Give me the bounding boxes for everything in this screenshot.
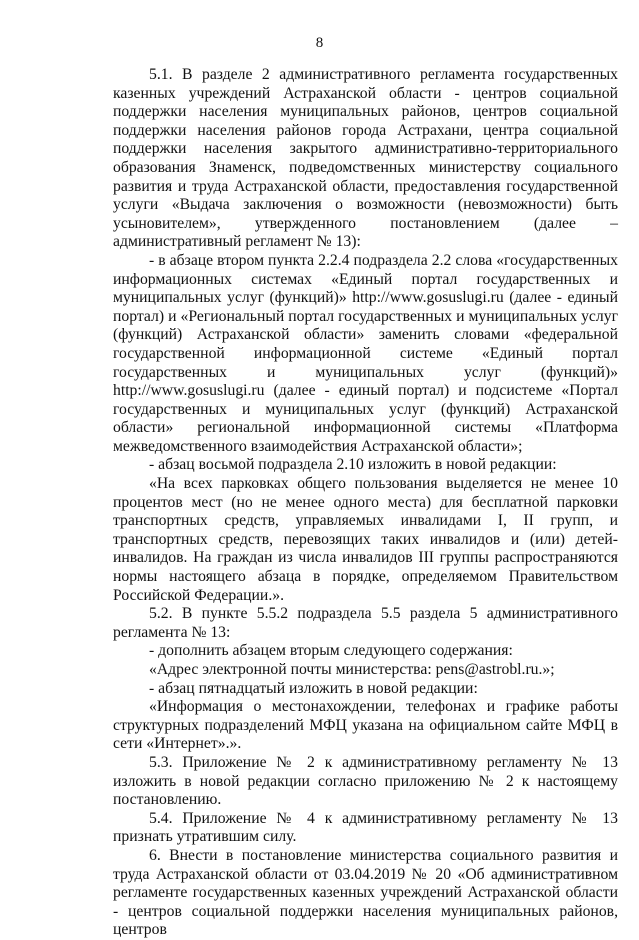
paragraph-email-quote: «Адрес электронной почты министерства: pens@astrobl.ru.»; bbox=[149, 661, 555, 678]
paragraph-parking-quote: «На всех парковках общего пользования выделяется не менее 10 процентов мест (но не менее одного места) для бесплатной парковки транспортных средств, управляемых инвалидами I, II групп, и транспортных средств, перевозящих таких инвалидов и (или) детей-инвалидов. На граждан из числа инвалидов III группы распространяются нормы настоящего абзаца в порядке, определяемом Правительством Российской Федерации.». bbox=[113, 475, 618, 604]
paragraph-5-2: 5.2. В пункте 5.5.2 подраздела 5.5 раздела 5 административного регламента № 13: bbox=[113, 605, 618, 641]
paragraph-add-second: - дополнить абзацем вторым следующего содержания: bbox=[149, 642, 513, 660]
paragraph-6: 6. Внести в постановление министерства социального развития и труда Астраханской области от 03.04.2019 № 20 «Об административном регламенте государственных казенных учреждений Астраханской области - центров социальной поддержки населения муниципальных районов, центров bbox=[113, 846, 618, 939]
paragraph-mfc-quote: «Информация о местонахождении, телефонах и графике работы структурных подразделений МФЦ указана на официальном сайте МФЦ в сети «Интернет».». bbox=[113, 698, 618, 753]
paragraph-5-1: 5.1. В разделе 2 административного регламента государственных казенных учреждений Астраханской области - центров социальной поддержки населения муниципальных районов, центров социальной поддержки населения районов города Астрахани, центра социальной поддержки населения закрытого административно-территориального образования Знаменск, подведомственных министерству социального развития и труда Астраханской области, предоставления государственной услуги «Выдача заключения о возможности (невозможности) быть усыновителем», утвержденного постановлением (далее – административный регламент № 13): bbox=[113, 66, 618, 251]
paragraph-5-4: 5.4. Приложение № 4 к административному регламенту № 13 признать утратившим силу. bbox=[113, 809, 618, 846]
page-number: 8 bbox=[315, 35, 324, 51]
paragraph-fifteenth: - абзац пятнадцатый изложить в новой редакции: bbox=[149, 679, 478, 697]
paragraph-item-2-10: - абзац восьмой подраздела 2.10 изложить в новой редакции: bbox=[149, 456, 557, 474]
paragraph-item-2-2-4: - в абзаце втором пункта 2.2.4 подраздела 2.2 слова «государственных информационных системах «Единый портал государственных и муниципальных услуг (функций)» http://www.gosuslugi.ru (далее - единый портал) и «Региональный портал государственных и муниципальных услуг (функций) Астраханской области» заменить словами «федеральной государственной информационной системе «Единый портал государственных и муниципальных услуг (функций)» http://www.gosuslugi.ru (далее - единый портал) и подсистеме «Портал государственных и муниципальных услуг (функций) Астраханской области» региональной информационной системы «Платформа межведомственного взаимодействия Астраханской области»; bbox=[113, 251, 618, 455]
paragraph-5-3: 5.3. Приложение № 2 к административному регламенту № 13 изложить в новой редакции согласно приложению № 2 к настоящему постановлению. bbox=[113, 753, 618, 809]
document-body bbox=[113, 66, 618, 940]
